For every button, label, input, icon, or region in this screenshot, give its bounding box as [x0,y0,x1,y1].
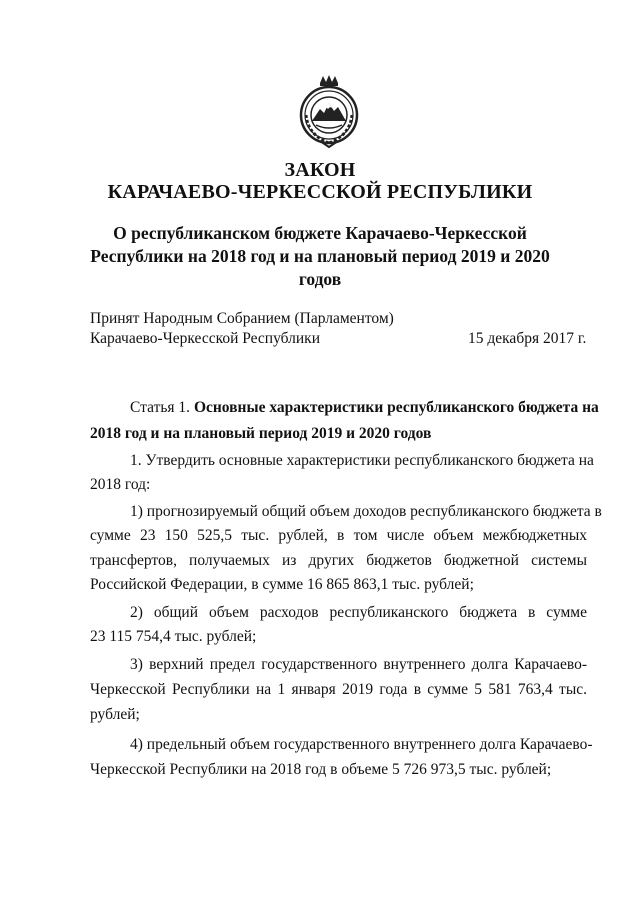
adoption-line2: Карачаево-Черкесской Республики [90,330,320,347]
article-label: Статья 1. [130,399,191,416]
item-4-line1: 4) предельный объем государственного внутреннего долга Карачаево- [130,736,593,753]
item-1-line1: 1) прогнозируемый общий объем доходов республиканского бюджета в [130,503,602,520]
coat-of-arms-icon [298,73,360,149]
law-subtitle-line1: О республиканском бюджете Карачаево-Черкесской [113,223,527,243]
item-1-line4: Российской Федерации, в сумме 16 865 863,1 тыс. рублей; [90,576,474,593]
adoption-date: 15 декабря 2017 г. [468,330,587,347]
item-3-line1: 3) верхний предел государственного внутреннего долга Карачаево- [130,656,587,673]
item-2-line1: 2) общий объем расходов республиканского бюджета в сумме [130,604,587,621]
item-2-line2: 23 115 754,4 тыс. рублей; [90,628,257,645]
law-title: ЗАКОН [284,159,356,181]
paragraph-1-line2: 2018 год: [90,476,151,493]
article-heading-line2: 2018 год и на плановый период 2019 и 2020 годов [90,425,432,442]
law-subtitle-line2: Республики на 2018 год и на плановый период 2019 и 2020 годов [90,246,550,289]
item-3-line2: Черкесской Республики на 1 января 2019 года в сумме 5 581 763,4 тыс. [90,681,587,698]
paragraph-1-line1: 1. Утвердить основные характеристики республиканского бюджета на [130,452,594,469]
item-3-line3: рублей; [90,706,140,723]
article-title: Основные характеристики республиканского бюджета на [193,399,599,416]
article-heading-line1 [130,398,599,418]
item-1-line2: сумме 23 150 525,5 тыс. рублей, в том числе объем межбюджетных [90,527,587,544]
item-4-line2: Черкесской Республики на 2018 год в объеме 5 726 973,5 тыс. рублей; [90,761,552,778]
law-title-republic: КАРАЧАЕВО-ЧЕРКЕССКОЙ РЕСПУБЛИКИ [107,181,533,203]
item-1-line3: трансфертов, получаемых из других бюджетов бюджетной системы [90,552,587,569]
adoption-line1: Принят Народным Собранием (Парламентом) [90,310,394,327]
